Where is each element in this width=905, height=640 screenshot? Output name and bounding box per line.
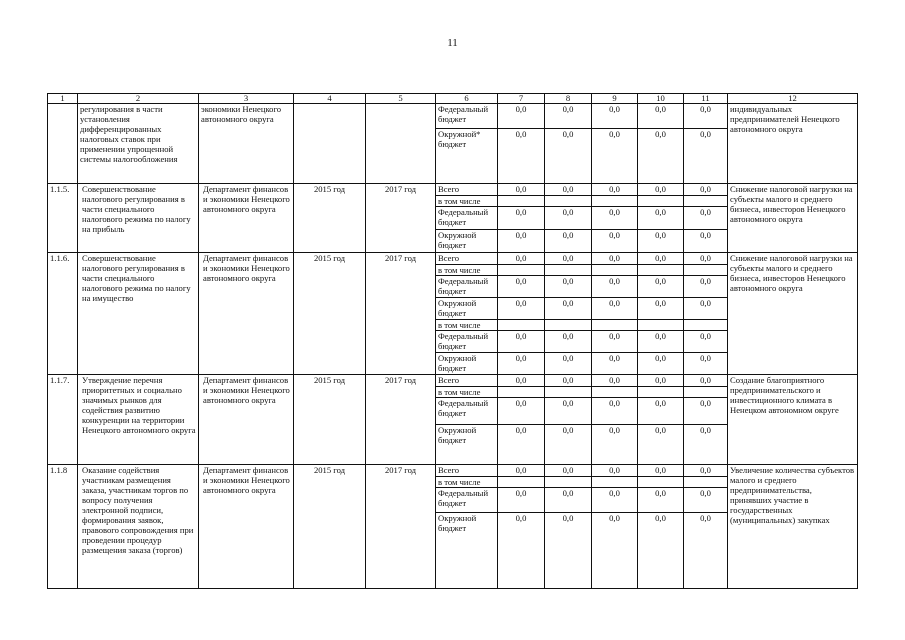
column-header: 12 xyxy=(728,94,858,104)
value-cell: 0,0 xyxy=(545,276,592,298)
value-cell: 0,0 xyxy=(498,298,545,320)
funding-source-label: Федеральный бюджет xyxy=(436,488,498,513)
expected-result-cell: Снижение налоговой нагрузки на субъекты малого и среднего бизнеса, инвесторов Ненецкого автономного округа xyxy=(728,253,858,375)
value-cell: 0,0 xyxy=(684,104,728,129)
column-header: 1 xyxy=(48,94,78,104)
value-cell: 0,0 xyxy=(592,465,638,477)
value-cell: 0,0 xyxy=(684,230,728,253)
value-cell: 0,0 xyxy=(498,104,545,129)
funding-source-label: Федеральный бюджет xyxy=(436,207,498,230)
start-year-cell: 2015 год xyxy=(294,184,366,253)
value-cell: 0,0 xyxy=(638,465,684,477)
column-header: 2 xyxy=(78,94,199,104)
value-cell: 0,0 xyxy=(684,298,728,320)
value-cell: 0,0 xyxy=(592,513,638,589)
funding-source-label: в том числе xyxy=(436,477,498,488)
value-cell: 0,0 xyxy=(638,129,684,184)
value-cell: 0,0 xyxy=(684,253,728,265)
value-cell: 0,0 xyxy=(545,488,592,513)
value-cell: 0,0 xyxy=(498,465,545,477)
item-number-cell: 1.1.7. xyxy=(48,375,78,465)
value-cell: 0,0 xyxy=(592,398,638,425)
item-number-cell: 1.1.8 xyxy=(48,465,78,589)
value-cell: 0,0 xyxy=(638,488,684,513)
program-activities-table xyxy=(47,93,858,589)
value-cell: 0,0 xyxy=(684,207,728,230)
column-header: 4 xyxy=(294,94,366,104)
funding-source-label: Окружной бюджет xyxy=(436,353,498,375)
executor-cell: Департамент финансов и экономики Ненецкого автономного округа xyxy=(199,184,294,253)
value-cell: 0,0 xyxy=(498,253,545,265)
value-cell: 0,0 xyxy=(638,253,684,265)
value-cell: 0,0 xyxy=(545,331,592,353)
column-header: 10 xyxy=(638,94,684,104)
column-header: 5 xyxy=(366,94,436,104)
funding-source-label: в том числе xyxy=(436,320,498,331)
funding-source-label: Федеральный бюджет xyxy=(436,104,498,129)
funding-source-label: Окружной бюджет xyxy=(436,513,498,589)
column-header: 3 xyxy=(199,94,294,104)
value-cell: 0,0 xyxy=(545,425,592,465)
start-year-cell xyxy=(294,104,366,184)
value-cell: 0,0 xyxy=(684,425,728,465)
value-cell: 0,0 xyxy=(684,398,728,425)
funding-source-label: Федеральный бюджет xyxy=(436,331,498,353)
expected-result-cell: Снижение налоговой нагрузки на субъекты малого и среднего бизнеса, инвесторов Ненецкого автономного округа xyxy=(728,184,858,253)
value-cell: 0,0 xyxy=(545,298,592,320)
table-row xyxy=(48,253,858,265)
value-cell: 0,0 xyxy=(638,298,684,320)
value-cell: 0,0 xyxy=(684,488,728,513)
activity-name-cell: Совершенствование налогового регулирования в части специального налогового режима по налогу на прибыль xyxy=(78,184,199,253)
activity-name-cell: Совершенствование налогового регулирования в части специального налогового режима по налогу на имущество xyxy=(78,253,199,375)
funding-source-label: Всего xyxy=(436,184,498,196)
executor-cell: Департамент финансов и экономики Ненецкого автономного округа xyxy=(199,253,294,375)
value-cell: 0,0 xyxy=(498,398,545,425)
executor-cell: экономики Ненецкого автономного округа xyxy=(199,104,294,184)
expected-result-cell: Создание благоприятного предпринимательского и инвестиционного климата в Ненецком автономном округе xyxy=(728,375,858,465)
value-cell: 0,0 xyxy=(638,104,684,129)
item-number-cell xyxy=(48,104,78,184)
value-cell: 0,0 xyxy=(498,276,545,298)
table-row xyxy=(48,375,858,387)
value-cell: 0,0 xyxy=(545,207,592,230)
activity-name-cell: Оказание содействия участникам размещения заказа, участникам торгов по вопросу получения электронной подписи, формирования заявок, правового сопровождения при проведении процедур размещения заказа (торгов) xyxy=(78,465,199,589)
value-cell: 0,0 xyxy=(684,276,728,298)
end-year-cell: 2017 год xyxy=(366,375,436,465)
end-year-cell: 2017 год xyxy=(366,184,436,253)
value-cell: 0,0 xyxy=(638,331,684,353)
value-cell: 0,0 xyxy=(498,513,545,589)
funding-source-label: Федеральный бюджет xyxy=(436,398,498,425)
column-header: 7 xyxy=(498,94,545,104)
value-cell: 0,0 xyxy=(684,513,728,589)
expected-result-cell: Увеличение количества субъектов малого и среднего предпринимательства, принявших участие в государственных (муниципальных) закупках xyxy=(728,465,858,589)
value-cell: 0,0 xyxy=(498,184,545,196)
value-cell: 0,0 xyxy=(592,207,638,230)
funding-source-label: Всего xyxy=(436,465,498,477)
item-number-cell: 1.1.5. xyxy=(48,184,78,253)
value-cell: 0,0 xyxy=(592,184,638,196)
column-header: 11 xyxy=(684,94,728,104)
value-cell: 0,0 xyxy=(638,513,684,589)
funding-source-label: Окружной бюджет xyxy=(436,230,498,253)
value-cell: 0,0 xyxy=(684,331,728,353)
funding-source-label: в том числе xyxy=(436,265,498,276)
table-row xyxy=(48,184,858,196)
value-cell: 0,0 xyxy=(638,375,684,387)
value-cell: 0,0 xyxy=(592,425,638,465)
value-cell: 0,0 xyxy=(498,129,545,184)
value-cell: 0,0 xyxy=(638,207,684,230)
table-row xyxy=(48,465,858,477)
value-cell: 0,0 xyxy=(592,104,638,129)
funding-source-label: в том числе xyxy=(436,387,498,398)
page-number: 11 xyxy=(447,37,458,49)
activity-name-cell: Утверждение перечня приоритетных и социально значимых рынков для содействия развитию конкуренции на территории Ненецкого автономного округа xyxy=(78,375,199,465)
end-year-cell: 2017 год xyxy=(366,253,436,375)
start-year-cell: 2015 год xyxy=(294,465,366,589)
end-year-cell xyxy=(366,104,436,184)
value-cell: 0,0 xyxy=(498,230,545,253)
value-cell: 0,0 xyxy=(498,353,545,375)
value-cell: 0,0 xyxy=(638,398,684,425)
value-cell: 0,0 xyxy=(545,375,592,387)
value-cell: 0,0 xyxy=(684,353,728,375)
item-number-cell: 1.1.6. xyxy=(48,253,78,375)
value-cell: 0,0 xyxy=(684,375,728,387)
value-cell: 0,0 xyxy=(592,375,638,387)
value-cell: 0,0 xyxy=(638,353,684,375)
value-cell: 0,0 xyxy=(638,184,684,196)
value-cell: 0,0 xyxy=(684,465,728,477)
column-header: 6 xyxy=(436,94,498,104)
end-year-cell: 2017 год xyxy=(366,465,436,589)
funding-source-label: Всего xyxy=(436,253,498,265)
value-cell: 0,0 xyxy=(592,253,638,265)
expected-result-cell: индивидуальных предпринимателей Ненецкого автономного округа xyxy=(728,104,858,184)
value-cell: 0,0 xyxy=(592,488,638,513)
value-cell: 0,0 xyxy=(498,425,545,465)
value-cell: 0,0 xyxy=(545,230,592,253)
value-cell: 0,0 xyxy=(498,488,545,513)
value-cell: 0,0 xyxy=(545,353,592,375)
column-number-row xyxy=(48,94,858,104)
funding-source-label: Окружной бюджет xyxy=(436,425,498,465)
value-cell: 0,0 xyxy=(545,398,592,425)
value-cell: 0,0 xyxy=(684,129,728,184)
start-year-cell: 2015 год xyxy=(294,253,366,375)
value-cell: 0,0 xyxy=(545,129,592,184)
start-year-cell: 2015 год xyxy=(294,375,366,465)
value-cell: 0,0 xyxy=(592,331,638,353)
value-cell: 0,0 xyxy=(592,129,638,184)
executor-cell: Департамент финансов и экономики Ненецкого автономного округа xyxy=(199,465,294,589)
activity-name-cell: регулирования в части установления дифференцированных налоговых ставок при применении упрощенной системы налогообложения xyxy=(78,104,199,184)
value-cell: 0,0 xyxy=(545,184,592,196)
value-cell: 0,0 xyxy=(545,253,592,265)
value-cell: 0,0 xyxy=(498,375,545,387)
column-header: 8 xyxy=(545,94,592,104)
executor-cell: Департамент финансов и экономики Ненецкого автономного округа xyxy=(199,375,294,465)
value-cell: 0,0 xyxy=(592,298,638,320)
value-cell: 0,0 xyxy=(498,331,545,353)
value-cell: 0,0 xyxy=(638,425,684,465)
value-cell: 0,0 xyxy=(545,513,592,589)
table-row xyxy=(48,104,858,129)
value-cell: 0,0 xyxy=(684,184,728,196)
value-cell: 0,0 xyxy=(592,276,638,298)
value-cell: 0,0 xyxy=(545,465,592,477)
funding-source-label: Окружной бюджет xyxy=(436,298,498,320)
column-header: 9 xyxy=(592,94,638,104)
value-cell: 0,0 xyxy=(545,104,592,129)
value-cell: 0,0 xyxy=(638,276,684,298)
value-cell: 0,0 xyxy=(592,353,638,375)
funding-source-label: Всего xyxy=(436,375,498,387)
value-cell: 0,0 xyxy=(592,230,638,253)
value-cell: 0,0 xyxy=(498,207,545,230)
funding-source-label: Федеральный бюджет xyxy=(436,276,498,298)
funding-source-label: Окружной* бюджет xyxy=(436,129,498,184)
funding-source-label: в том числе xyxy=(436,196,498,207)
value-cell: 0,0 xyxy=(638,230,684,253)
